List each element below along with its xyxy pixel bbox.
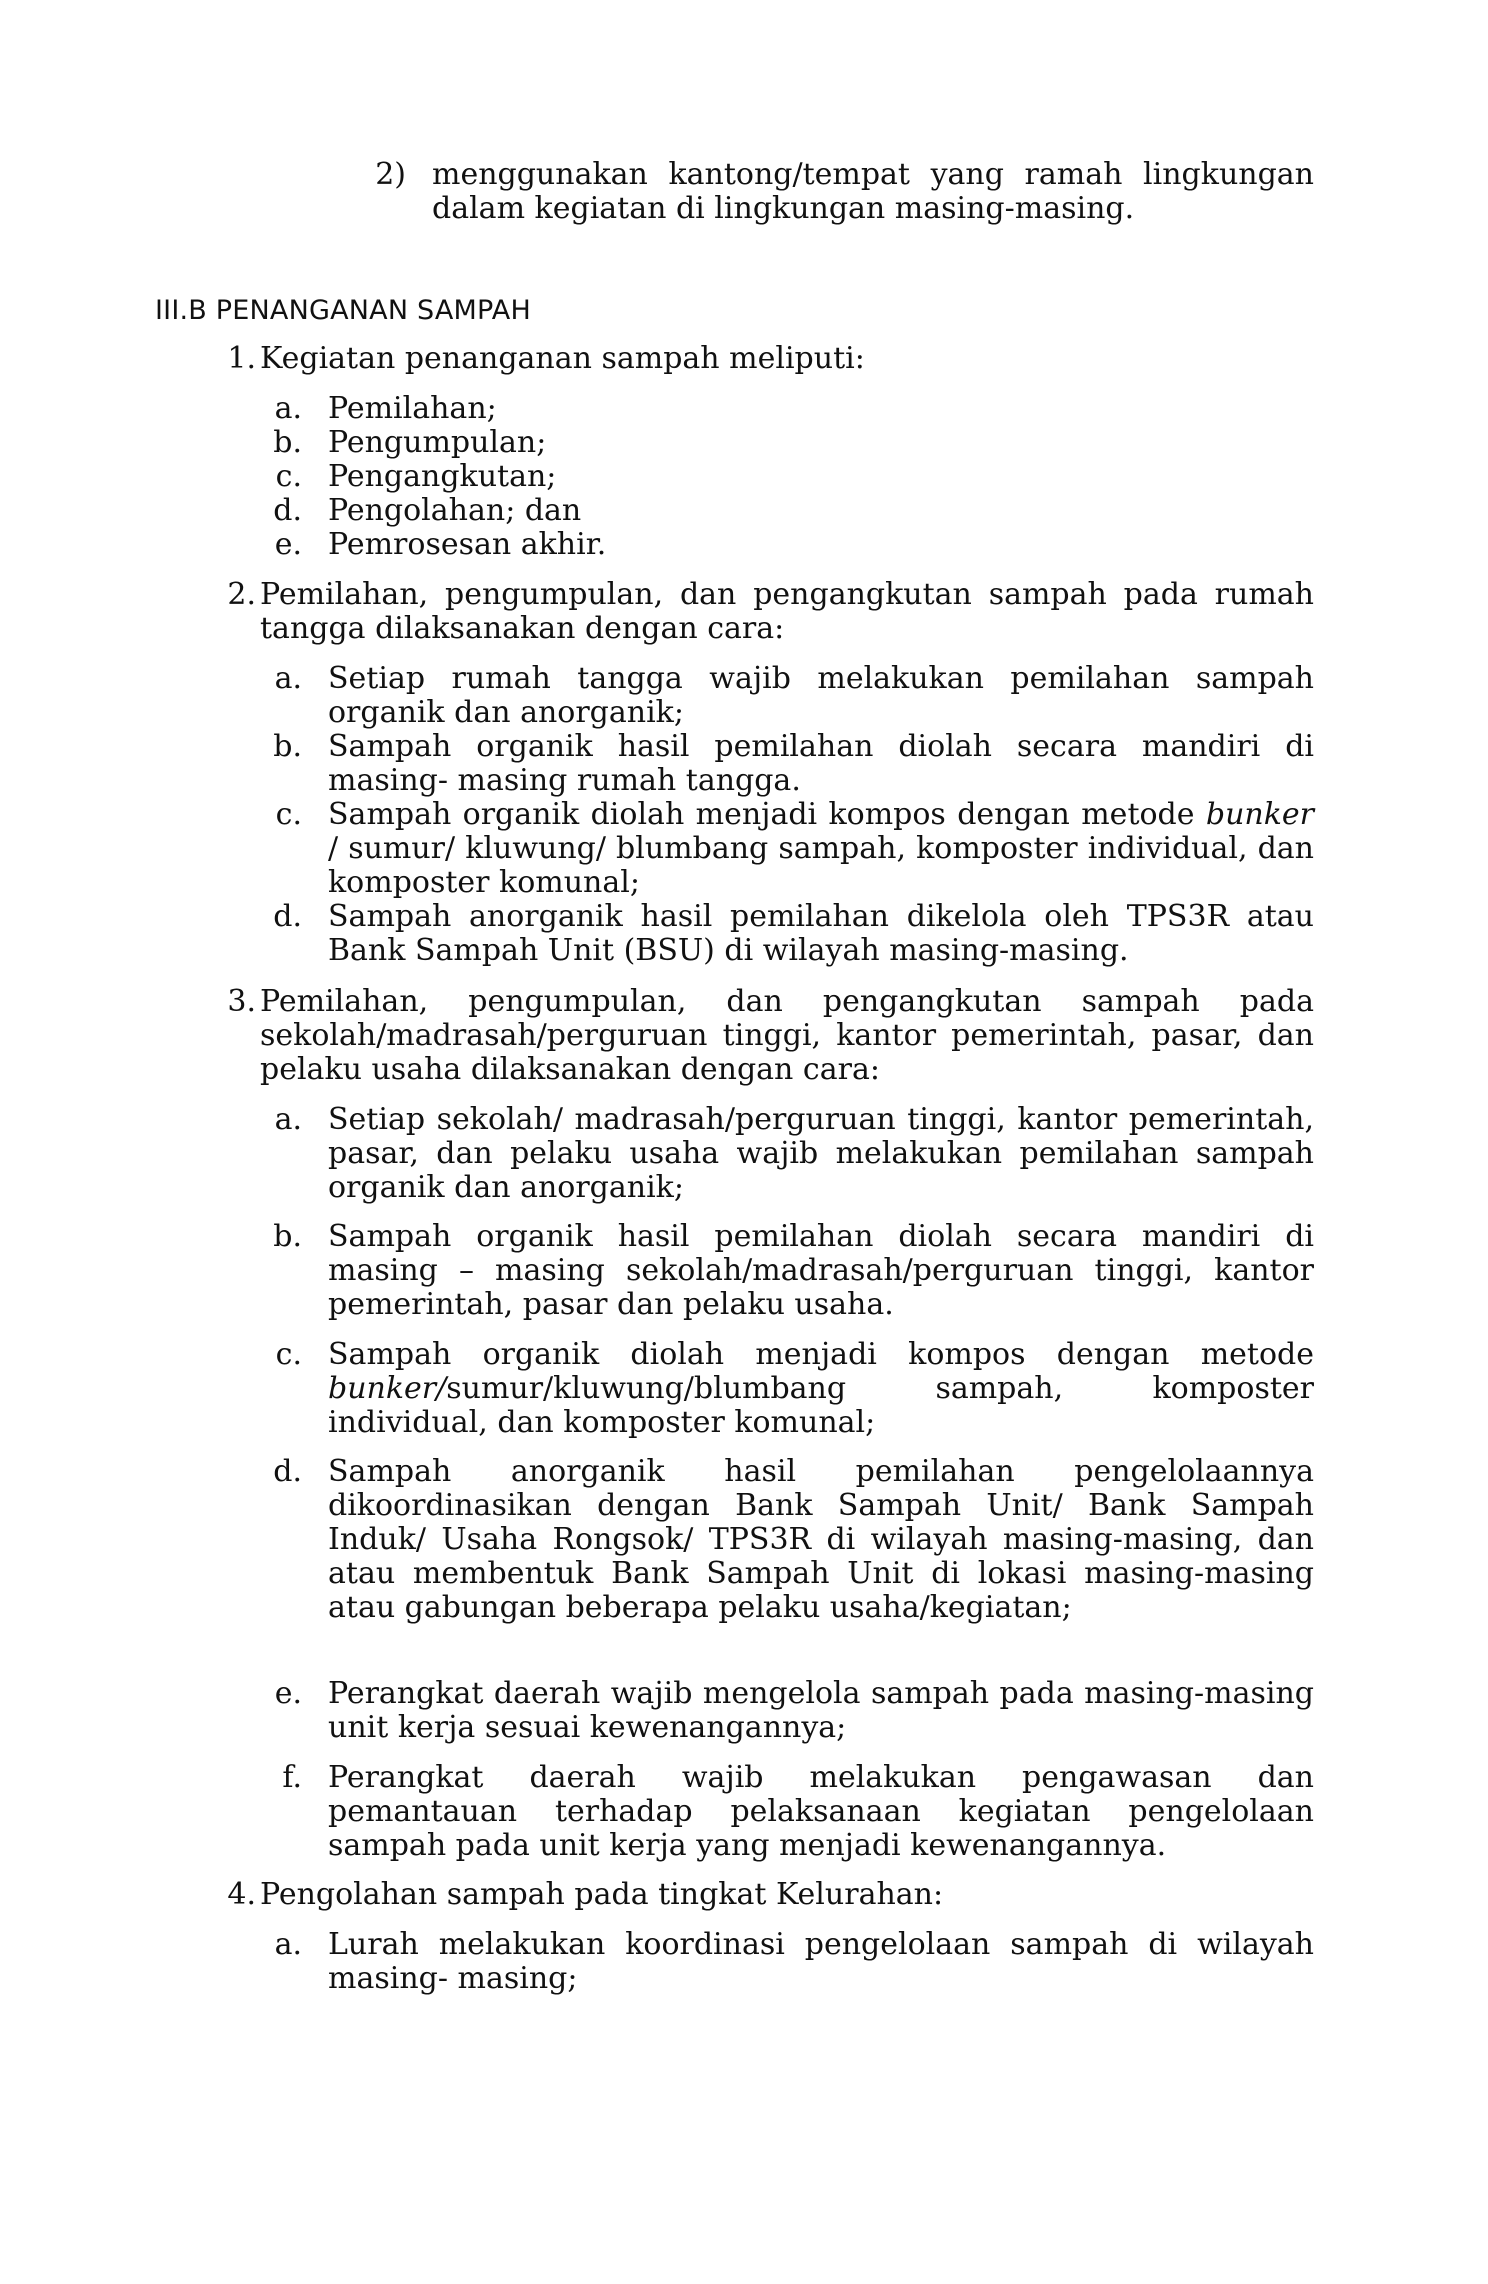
top-item-number: 2): [375, 157, 406, 192]
item-1e-label: e.: [274, 527, 302, 562]
item-1e-text: Pemrosesan akhir.: [328, 527, 607, 562]
item-1a-label: a.: [274, 391, 302, 426]
item-3f-label: f.: [282, 1760, 302, 1795]
item-2c-text-pre: Sampah organik diolah menjadi kompos dengan metode: [328, 797, 1206, 832]
item-2d-text: Sampah anorganik hasil pemilahan dikelola oleh TPS3R atau Bank Sampah Unit (BSU) di wilayah masing-masing.: [328, 899, 1314, 968]
item-3d-text: Sampah anorganik hasil pemilahan pengelolaannya dikoordinasikan dengan Bank Sampah Unit/ Bank Sampah Induk/ Usaha Rongsok/ TPS3R di wilayah masing-masing, dan atau membentuk Bank Sampah Unit di lokasi masing-masing atau gabungan beberapa pelaku usaha/kegiatan;: [328, 1454, 1314, 1625]
top-item-text: menggunakan kantong/tempat yang ramah lingkungan dalam kegiatan di lingkungan masing-masing.: [432, 157, 1314, 226]
item-3-intro: Pemilahan, pengumpulan, dan pengangkutan sampah pada sekolah/madrasah/perguruan tinggi, kantor pemerintah, pasar, dan pelaku usaha dilaksanakan dengan cara:: [260, 984, 1314, 1087]
item-2b-text: Sampah organik hasil pemilahan diolah secara mandiri di masing- masing rumah tangga.: [328, 729, 1314, 798]
item-2c-text-em: bunker: [1205, 797, 1314, 832]
item-2-intro: Pemilahan, pengumpulan, dan pengangkutan sampah pada rumah tangga dilaksanakan dengan cara:: [260, 577, 1314, 646]
item-3b-text: Sampah organik hasil pemilahan diolah secara mandiri di masing – masing sekolah/madrasah/perguruan tinggi, kantor pemerintah, pasar dan pelaku usaha.: [328, 1219, 1314, 1322]
item-2c-text: [328, 798, 1314, 900]
item-3b-label: b.: [273, 1219, 302, 1254]
item-1d-text: Pengolahan; dan: [328, 493, 582, 528]
item-4-number: 4.: [227, 1877, 256, 1912]
item-3c-text-post: sumur/kluwung/blumbang sampah, komposter individual, dan komposter komunal;: [328, 1371, 1314, 1440]
item-1d-label: d.: [273, 493, 302, 528]
item-2d-label: d.: [273, 899, 302, 934]
item-3a-label: a.: [274, 1102, 302, 1137]
item-4-intro: Pengolahan sampah pada tingkat Kelurahan:: [260, 1877, 944, 1912]
section-heading: III.B PENANGANAN SAMPAH: [155, 295, 531, 326]
item-2c-text-post: / sumur/ kluwung/ blumbang sampah, komposter individual, dan komposter komunal;: [328, 831, 1314, 900]
item-3a-text: Setiap sekolah/ madrasah/perguruan tinggi, kantor pemerintah, pasar, dan pelaku usaha wajib melakukan pemilahan sampah organik dan anorganik;: [328, 1102, 1314, 1205]
item-1-intro: Kegiatan penanganan sampah meliputi:: [260, 341, 865, 376]
item-3e-label: e.: [274, 1676, 302, 1711]
item-1a-text: Pemilahan;: [328, 391, 497, 426]
item-1b-label: b.: [273, 425, 302, 460]
item-3d-label: d.: [273, 1454, 302, 1489]
item-3e-text: Perangkat daerah wajib mengelola sampah pada masing-masing unit kerja sesuai kewenangannya;: [328, 1676, 1314, 1745]
item-3c-label: c.: [275, 1337, 302, 1372]
item-3c-text-em: bunker/: [328, 1371, 447, 1406]
item-2a-label: a.: [274, 661, 302, 696]
item-4a-label: a.: [274, 1927, 302, 1962]
item-2-number: 2.: [227, 577, 256, 612]
item-3f-text: Perangkat daerah wajib melakukan pengawasan dan pemantauan terhadap pelaksanaan kegiatan pengelolaan sampah pada unit kerja yang menjadi kewenangannya.: [328, 1760, 1314, 1863]
item-4a-text: Lurah melakukan koordinasi pengelolaan sampah di wilayah masing- masing;: [328, 1927, 1314, 1996]
item-2a-text: Setiap rumah tangga wajib melakukan pemilahan sampah organik dan anorganik;: [328, 661, 1314, 730]
item-1c-text: Pengangkutan;: [328, 459, 557, 494]
item-3c-text-pre: Sampah organik diolah menjadi kompos dengan metode: [328, 1337, 1314, 1372]
item-1c-label: c.: [275, 459, 302, 494]
item-3c-text: [328, 1338, 1314, 1440]
item-3-number: 3.: [227, 984, 256, 1019]
item-2c-label: c.: [275, 797, 302, 832]
item-1b-text: Pengumpulan;: [328, 425, 547, 460]
item-2b-label: b.: [273, 729, 302, 764]
item-1-number: 1.: [227, 341, 256, 376]
